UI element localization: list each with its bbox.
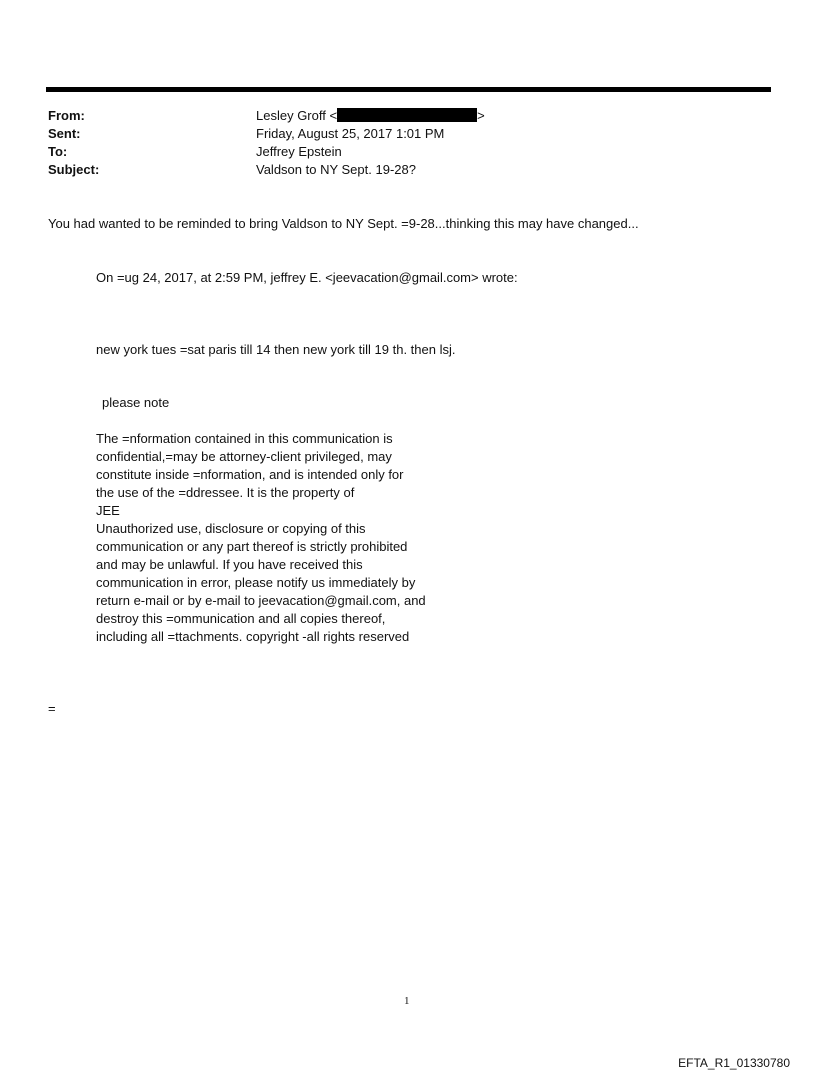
disclaimer-line: the use of the =ddressee. It is the property of [96, 485, 355, 500]
disclaimer-line: communication in error, please notify us immediately by [96, 575, 416, 590]
disclaimer-line: communication or any part thereof is strictly prohibited [96, 539, 408, 554]
quote-message: new york tues =sat paris till 14 then new york till 19 th. then lsj. [96, 342, 456, 357]
sent-value: Friday, August 25, 2017 1:01 PM [256, 126, 445, 141]
page-number: 1 [404, 995, 410, 1007]
bates-number: EFTA_R1_01330780 [678, 1056, 790, 1070]
disclaimer-line: JEE [96, 503, 120, 518]
trailing-marker: = [48, 701, 56, 716]
to-value: Jeffrey Epstein [256, 144, 342, 159]
disclaimer-block [96, 430, 456, 646]
quote-intro: On =ug 24, 2017, at 2:59 PM, jeffrey E. <jeevacation@gmail.com> wrote: [96, 270, 518, 285]
disclaimer-line: confidential,=may be attorney-client privileged, may [96, 449, 392, 464]
disclaimer-line: The =nformation contained in this communication is [96, 431, 393, 446]
subject-label: Subject: [48, 162, 100, 177]
from-tail: > [477, 108, 485, 123]
header-rule [46, 87, 771, 92]
to-label: To: [48, 144, 68, 159]
reply-line: You had wanted to be reminded to bring Valdson to NY Sept. =9-28...thinking this may have changed... [48, 216, 639, 231]
disclaimer-line: constitute inside =nformation, and is intended only for [96, 467, 404, 482]
disclaimer-line: destroy this =ommunication and all copies thereof, [96, 611, 386, 626]
redaction-box [337, 108, 477, 122]
disclaimer-line: Unauthorized use, disclosure or copying of this [96, 521, 366, 536]
subject-value: Valdson to NY Sept. 19-28? [256, 162, 416, 177]
disclaimer-line: and may be unlawful. If you have received this [96, 557, 363, 572]
from-label: From: [48, 108, 85, 123]
sent-label: Sent: [48, 126, 81, 141]
from-value [256, 108, 485, 123]
disclaimer-line: including all =ttachments. copyright -all rights reserved [96, 629, 410, 644]
from-name: Lesley Groff < [256, 108, 338, 123]
please-note: please note [102, 395, 170, 410]
disclaimer-line: return e-mail or by e-mail to jeevacation@gmail.com, and [96, 593, 426, 608]
